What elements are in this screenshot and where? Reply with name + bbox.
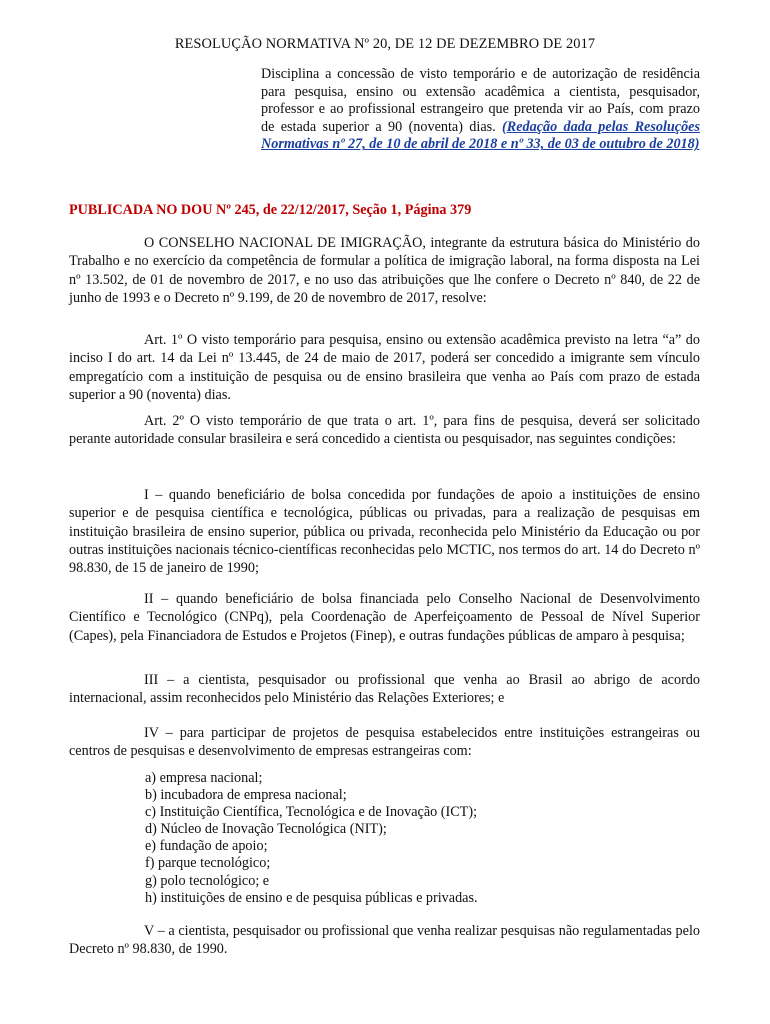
list-item: b) incubadora de empresa nacional; (145, 787, 347, 804)
list-item: a) empresa nacional; (145, 770, 263, 786)
document-title: RESOLUÇÃO NORMATIVA Nº 20, DE 12 DE DEZEMBRO DE 2017 (174, 36, 596, 52)
list-item: c) Instituição Científica, Tecnológica e de Inovação (ICT); (145, 804, 478, 821)
list-item: e) fundação de apoio; (145, 838, 268, 855)
inciso-iii: III – a cientista, pesquisador ou profissional que venha ao Brasil ao abrigo de acordo internacional, assim reconhecidos pelo Ministério das Relações Exteriores; e (69, 672, 700, 707)
list-item: g) polo tecnológico; e (145, 872, 270, 889)
inciso-ii: II – quando beneficiário de bolsa financiada pelo Conselho Nacional de Desenvolvimento Científico e Tecnológico (CNPq), pela Coordenação de Aperfeiçoamento de Pessoal de Nível Superior (Capes), pela Financiadora de Estudos e Projetos (Finep), e outras fundações públicas de amparo à pesquisa; (69, 591, 700, 644)
redacao-link[interactable]: (Redação dada pelas Resoluções Normativas nº 27, de 10 de abril de 2018 e nº 33, de 03 de outubro de 2018) (261, 118, 700, 153)
article-2: Art. 2º O visto temporário de que trata o art. 1º, para fins de pesquisa, deverá ser solicitado perante autoridade consular brasileira e será concedido a cientista ou pesquisador, nas seguintes condições: (69, 413, 700, 448)
inciso-i: I – quando beneficiário de bolsa concedida por fundações de apoio a instituições de ensino superior e de pesquisa científica e tecnológica, públicas ou privadas, para a realização de pesquisas em instituição brasileira de ensino superior, pública ou privada, reconhecida pelo Ministério da Educação ou por outras instituições nacionais técnico-científicas reconhecidas pelo MCTIC, nos termos do art. 14 do Decreto nº 98.830, de 15 de janeiro de 1990; (69, 487, 700, 577)
inciso-iv: IV – para participar de projetos de pesquisa estabelecidos entre instituições estrangeiras ou centros de pesquisas e desenvolvimento de empresas estrangeiras com: (69, 725, 700, 760)
article-1: Art. 1º O visto temporário para pesquisa, ensino ou extensão acadêmica previsto na letra “a” do inciso I do art. 14 da Lei nº 13.445, de 24 de maio de 2017, poderá ser concedido a imigrante sem vínculo empregatício com a instituição de pesquisa ou de ensino brasileira que venha ao País com prazo de estada superior a 90 (noventa) dias. (69, 332, 700, 403)
alineas-list (145, 770, 665, 907)
list-item: d) Núcleo de Inovação Tecnológica (NIT); (145, 821, 387, 838)
publication-notice: PUBLICADA NO DOU Nº 245, de 22/12/2017, Seção 1, Página 379 (69, 202, 472, 218)
ementa-text: Disciplina a concessão de visto temporário e de autorização de residência para pesquisa, ensino ou extensão acadêmica a cientista, pesquisador, professor e ao profissional estrangeiro que pretenda vir ao País, com prazo de estada superior a 90 (noventa) dias. (261, 66, 700, 135)
preamble-paragraph: O CONSELHO NACIONAL DE IMIGRAÇÃO, integrante da estrutura básica do Ministério do Trabalho e no exercício da competência de formular a política de imigração laboral, na forma disposta na Lei nº 13.502, de 01 de novembro de 2017, e no uso das atribuições que lhe confere o Decreto nº 840, de 22 de junho de 1993 e o Decreto nº 9.199, de 20 de novembro de 2017, resolve: (69, 235, 700, 306)
list-item: h) instituições de ensino e de pesquisa públicas e privadas. (145, 889, 478, 906)
inciso-v: V – a cientista, pesquisador ou profissional que venha realizar pesquisas não regulamentadas pelo Decreto nº 98.830, de 1990. (69, 923, 700, 958)
ementa (261, 66, 700, 154)
list-item: f) parque tecnológico; (145, 855, 271, 872)
